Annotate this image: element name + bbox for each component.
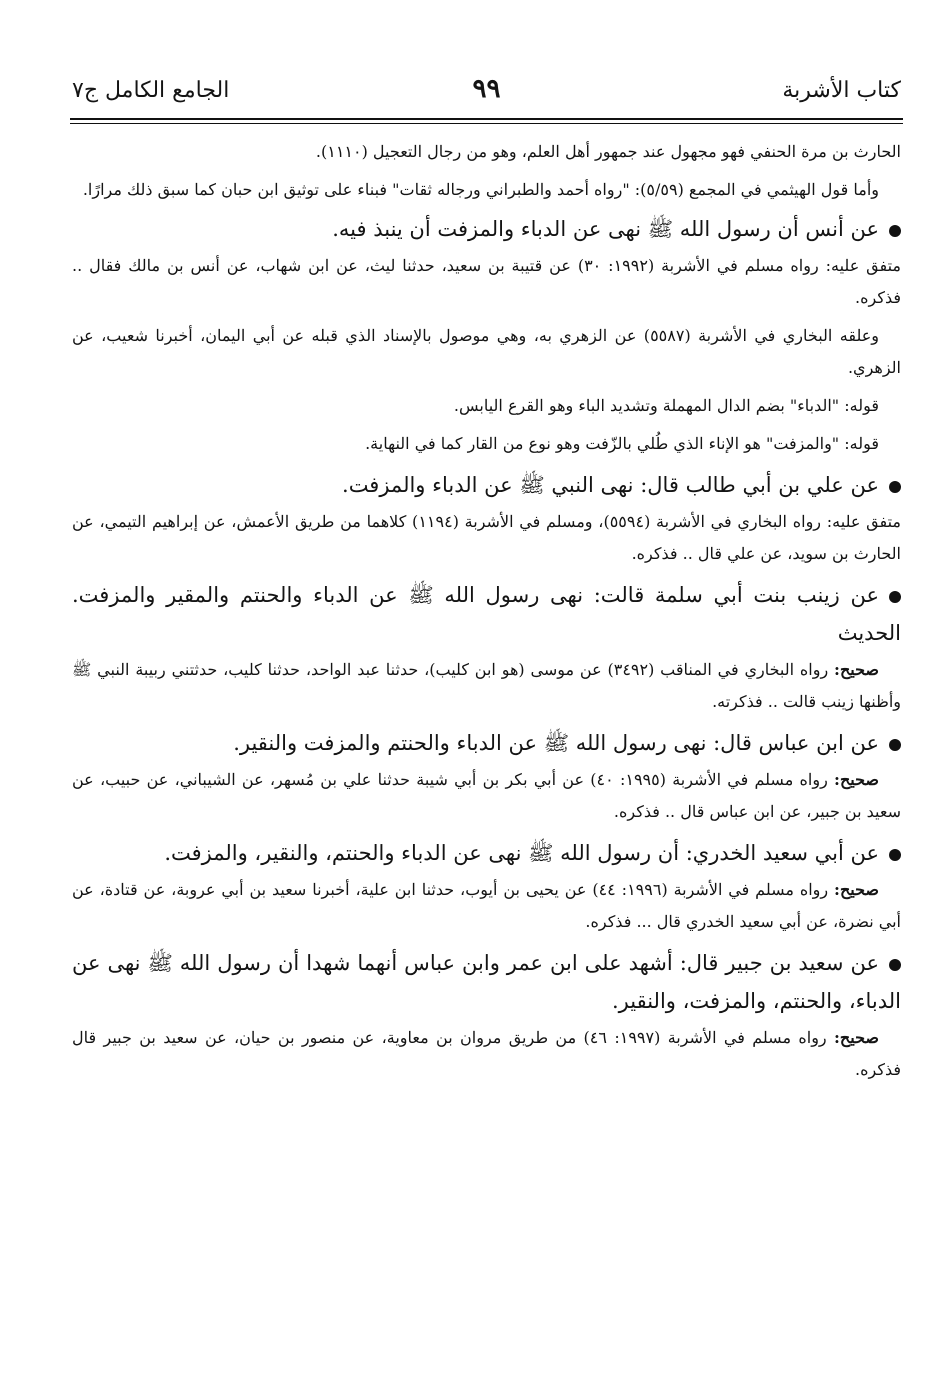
paragraph-text: وأما قول الهيثمي في المجمع (٥/٥٩): "رواه أحمد والطبراني ورجاله ثقات" فبناء على توثيق ابن حبان كما سبق ذلك مرارًا. [82,180,879,199]
page-header [72,68,901,114]
hadith-text [72,724,901,762]
takhrij-paragraph [72,250,901,314]
page-number: ٩٩ [472,74,501,104]
commentary-paragraph [72,320,901,384]
takhrij-paragraph [72,654,901,718]
paragraph-text: رواه مسلم في الأشربة (١٩٩٧: ٤٦) من طريق مروان بن معاوية، عن منصور بن حيان، عن سعيد بن جبير قال فذكره. [72,1028,901,1079]
bullet-icon [889,481,901,493]
grading-label: صحيح: [834,880,880,899]
paragraph-text: وعلقه البخاري في الأشربة (٥٥٨٧) عن الزهري به، وهي موصول بالإسناد الذي قبله عن أبي اليمان، أخبرنا شعيب، عن الزهري. [72,326,901,377]
hadith-text [72,834,901,872]
paragraph-text: رواه مسلم في الأشربة (١٩٩٥: ٤٠) عن أبي بكر بن أبي شيبة حدثنا علي بن مُسهر، عن الشيباني، عن حبيب، عن سعيد بن جبير، عن ابن عباس قال .. فذكره. [72,770,901,821]
hadith-text-content: عن أبي سعيد الخدري: أن رسول الله ﷺ نهى عن الدباء والحنتم، والنقير، والمزفت. [164,841,879,865]
page-body [72,136,901,1086]
takhrij-paragraph [72,874,901,938]
paragraph-text: قوله: "الدباء" بضم الدال المهملة وتشديد الباء وهو القرع اليابس. [453,396,879,415]
hadith-text-content: عن سعيد بن جبير قال: أشهد على ابن عمر وابن عباس أنهما شهدا أن رسول الله ﷺ نهى عن الدباء، والحنتم، والمزفت، والنقير. [72,951,901,1013]
hadith-text-content: عن أنس أن رسول الله ﷺ نهى عن الدباء والمزفت أن ينبذ فيه. [332,217,879,241]
grading-label: صحيح: [834,1028,879,1047]
hadith-text [72,944,901,1020]
bullet-icon [889,959,901,971]
commentary-paragraph [72,136,901,168]
paragraph-text: متفق عليه: رواه مسلم في الأشربة (١٩٩٢: ٣٠) عن قتيبة بن سعيد، حدثنا ليث، عن ابن شهاب، عن أنس بن مالك فقال .. فذكره. [72,256,902,307]
hadith-text [72,466,901,504]
paragraph-text: الحارث بن مرة الحنفي فهو مجهول عند جمهور أهل العلم، وهو من رجال التعجيل (١١١٠). [315,142,901,161]
hadith-text [72,210,901,248]
bullet-icon [889,591,901,603]
hadith-text [72,576,901,652]
commentary-paragraph [72,390,901,422]
bullet-icon [889,849,901,861]
grading-label: صحيح: [834,770,880,789]
book-title: كتاب الأشربة [782,78,901,103]
collection-title: الجامع الكامل ج٧ [72,78,230,103]
header-rule [70,118,903,120]
paragraph-text: رواه مسلم في الأشربة (١٩٩٦: ٤٤) عن يحيى بن أيوب، حدثنا ابن علية، أخبرنا سعيد بن أبي عروبة، عن قتادة، عن أبي نضرة، عن أبي سعيد الخدري قال ... فذكره. [72,880,901,931]
paragraph-text: رواه البخاري في المناقب (٣٤٩٢) عن موسى (هو ابن كليب)، حدثنا عبد الواحد، حدثنا كليب، حدثتني ربيبة النبي ﷺ وأظنها زينب قالت .. فذكرته. [72,660,901,711]
commentary-paragraph [72,174,901,206]
hadith-text-content: عن زينب بنت أبي سلمة قالت: نهى رسول الله ﷺ عن الدباء والحنتم والمقير والمزفت. الحديث [72,583,901,645]
hadith-text-content: عن علي بن أبي طالب قال: نهى النبي ﷺ عن الدباء والمزفت. [342,473,879,497]
hadith-text-content: عن ابن عباس قال: نهى رسول الله ﷺ عن الدباء والحنتم والمزفت والنقير. [233,731,879,755]
takhrij-paragraph [72,506,901,570]
paragraph-text: قوله: "والمزفت" هو الإناء الذي طُلي بالزّفت وهو نوع من القار كما في النهاية. [365,434,879,453]
header-rule-thin [70,123,903,124]
commentary-paragraph [72,428,901,460]
bullet-icon [889,225,901,237]
bullet-icon [889,739,901,751]
grading-label: صحيح: [834,660,880,679]
takhrij-paragraph [72,1022,901,1086]
paragraph-text: متفق عليه: رواه البخاري في الأشربة (٥٥٩٤)، ومسلم في الأشربة (١١٩٤) كلاهما من طريق الأعمش، عن إبراهيم التيمي، عن الحارث بن سويد، عن علي قال .. فذكره. [72,512,902,563]
takhrij-paragraph [72,764,901,828]
